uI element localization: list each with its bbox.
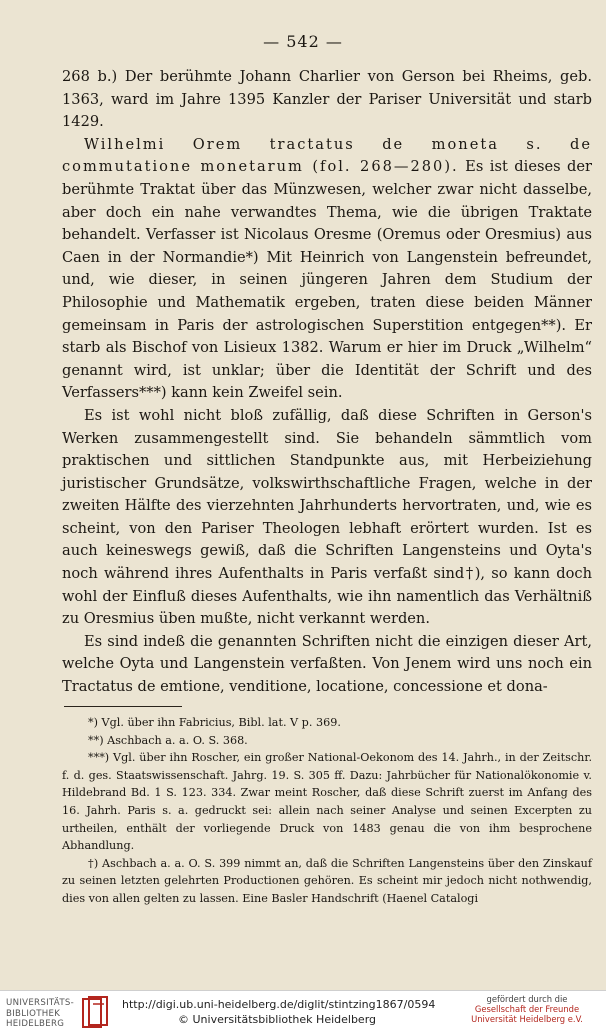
viewer-footer [0, 990, 606, 1036]
copyright-notice: © Universitätsbibliothek Heidelberg [178, 1013, 377, 1026]
page-url-link[interactable]: http://digi.ub.uni-heidelberg.de/diglit/stintzing1867/0594 [122, 998, 436, 1011]
footnote-divider [64, 706, 182, 707]
footnote-3: ***) Vgl. über ihn Roscher, ein großer National-Oekonom des 14. Jahrh., in der Zeitschr. f. d. ges. Staatswissenschaft. Jahrg. 19. S. 305 ff. Dazu: Jahrbücher für Nationalökonomie v. Hildebrand Bd. 1 S. 123. 334. Zwar meint Roscher, daß diese Schrift zuerst im Anfang des 16. Jahrh. Paris s. a. gedruckt sei: allein nach seiner Analyse und seinen Excerpten zu urtheilen, enthält der vorliegende Druck von 1483 genau die von ihm besprochene Abhandlung. [62, 751, 592, 853]
sponsor-notice: gefördert durch die Gesellschaft der Freunde Universität Heidelberg e.V. [471, 994, 583, 1024]
page-number: — 542 — [263, 32, 343, 51]
paragraph-3: Es ist wohl nicht bloß zufällig, daß diese Schriften in Gerson's Werken zusammengestellt sind. Sie behandeln sämmtlich vom praktischen und sittlichen Standpunkte aus, mit Herbeiziehung juristischer Grundsätze, volkswirthschaftliche Fragen, welche in der zweiten Hälfte des vierzehnten Jahrhunderts hervortraten, und, wie es scheint, von den Pariser Theologen lebhaft erörtert wurden. Ist es auch keineswegs gewiß, daß die Schriften Langensteins und Oyta's noch während ihres Aufenthalts in Paris verfaßt sind†), so kann doch wohl der Einfluß dieses Aufenthalts, wie ihn namentlich das Verhältniß zu Oresmius üben mußte, nicht verkannt werden. [62, 406, 592, 628]
footnote-4: †) Aschbach a. a. O. S. 399 nimmt an, daß die Schriften Langensteins über den Zinskauf zu seinen letzten gelehrten Productionen gehören. Es scheint mir jedoch nicht nothwendig, dies von allen gelten zu lassen. Eine Basler Handschrift (Haenel Catalogi [62, 856, 592, 905]
library-logo-text: UNIVERSITÄTS- BIBLIOTHEK HEIDELBERG [6, 998, 75, 1029]
paragraph-2-title: Wilhelmi Orem tractatus de moneta s. de commutatione monetarum (fol. 268—280). [62, 135, 592, 176]
paragraph-2-rest: Es ist dieses der berühmte Traktat über das Münzwesen, welcher zwar nicht dasselbe, aber doch ein nahe verwandtes Thema, wie die übrigen Traktate behandelt. Verfasser ist Nicolaus Oresme (Oremus oder Oresmius) aus Caen in der Normandie*) Mit Heinrich von Langenstein befreundet, und, wie dieser, in seinen jüngeren Jahren dem Studium der Philosophie und Mathematik ergeben, traten diese beiden Männer gemeinsam in Paris der astrologischen Superstition entgegen**). Er starb als Bischof von Lisieux 1382. Warum er hier im Druck „Wilhelm“ genannt wird, ist unklar; über die Identität der Schrift und des Verfassers***) kann kein Zweifel sein. [62, 158, 593, 402]
paragraph-4: Es sind indeß die genannten Schriften nicht die einzigen dieser Art, welche Oyta und Langenstein verfaßten. Von Jenem wird uns noch ein Tractatus de emtione, venditione, locatione, concessione et dona- [62, 632, 592, 696]
footnote-1: *) Vgl. über ihn Fabricius, Bibl. lat. V p. 369. [88, 716, 341, 729]
body-text [62, 66, 592, 699]
footnotes [62, 714, 592, 908]
paragraph-2 [62, 134, 592, 405]
footnote-2: **) Aschbach a. a. O. S. 368. [88, 733, 248, 747]
paragraph-1: 268 b.) Der berühmte Johann Charlier von Gerson bei Rheims, geb. 1363, ward im Jahre 1395 Kanzler der Pariser Universität und starb 1429. [62, 68, 592, 131]
library-logo-icon [80, 996, 110, 1030]
